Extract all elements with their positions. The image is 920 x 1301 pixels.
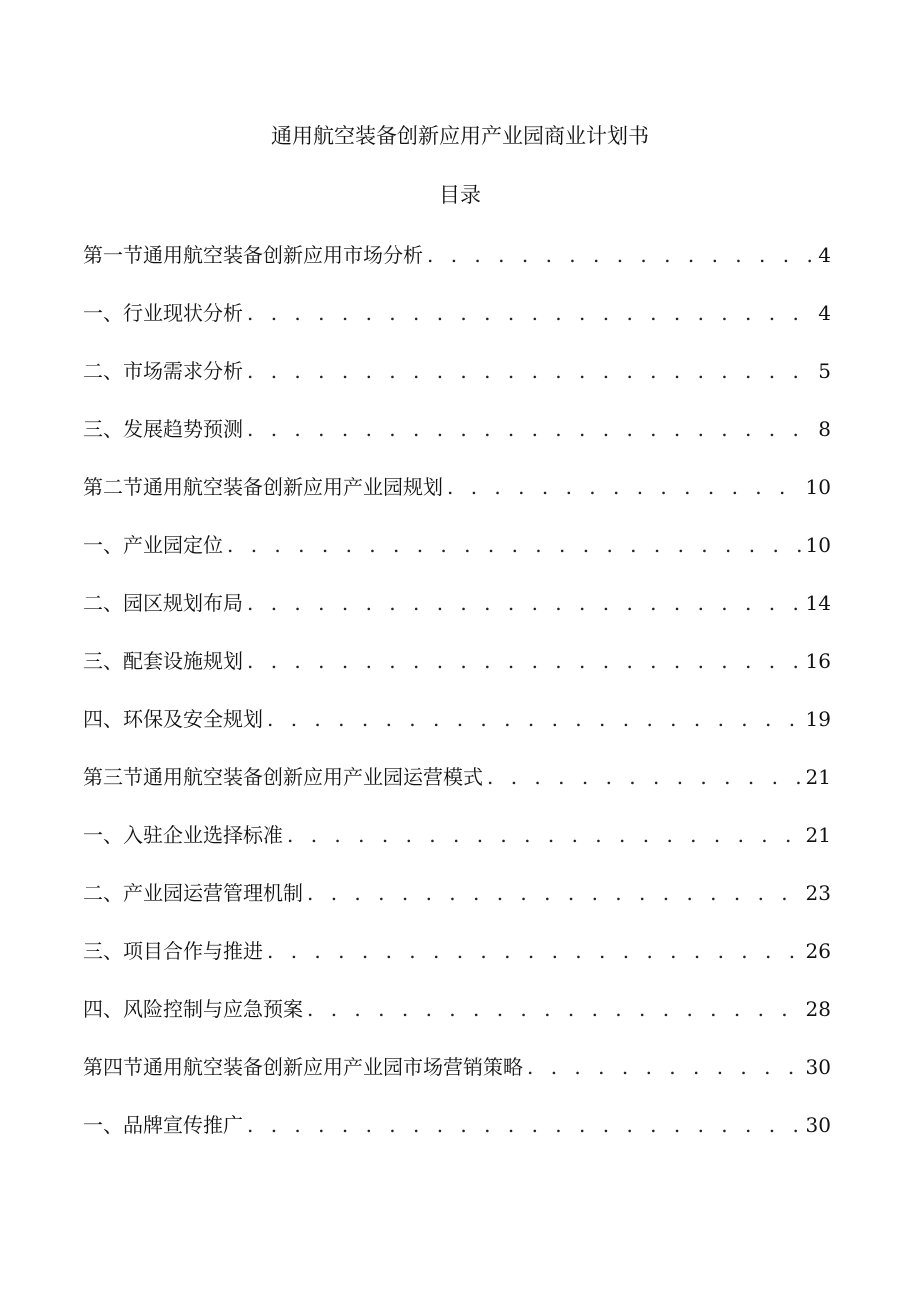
toc-entry-label: 一、产业园定位 [83, 533, 223, 557]
toc-entry-page-number: 4 [818, 301, 831, 325]
toc-entry[interactable] [83, 240, 831, 298]
toc-dot-leader [247, 1110, 802, 1140]
toc-entry-page-number: 30 [805, 1113, 831, 1137]
toc-entry-page-number: 30 [805, 1055, 831, 1079]
toc-entry-page-number: 16 [805, 649, 831, 673]
toc-entry[interactable] [83, 1052, 831, 1110]
toc-entry[interactable] [83, 820, 831, 878]
toc-dot-leader [247, 414, 814, 444]
toc-entry-label: 三、项目合作与推进 [83, 939, 263, 963]
toc-dot-leader [487, 762, 802, 792]
table-of-contents [83, 240, 831, 1168]
toc-dot-leader [447, 472, 802, 502]
toc-entry[interactable] [83, 762, 831, 820]
toc-entry-label: 四、环保及安全规划 [83, 707, 263, 731]
toc-dot-leader [247, 298, 814, 328]
toc-dot-leader [307, 878, 802, 908]
toc-entry-label: 一、行业现状分析 [83, 301, 243, 325]
toc-entry[interactable] [83, 298, 831, 356]
toc-dot-leader [227, 530, 802, 560]
toc-entry-label: 第四节通用航空装备创新应用产业园市场营销策略 [83, 1055, 523, 1079]
toc-entry[interactable] [83, 472, 831, 530]
toc-dot-leader [287, 820, 802, 850]
toc-entry-label: 第二节通用航空装备创新应用产业园规划 [83, 475, 443, 499]
toc-entry-label: 二、园区规划布局 [83, 591, 243, 615]
toc-entry[interactable] [83, 588, 831, 646]
toc-entry-page-number: 10 [805, 475, 831, 499]
toc-entry-page-number: 8 [818, 417, 831, 441]
toc-entry[interactable] [83, 530, 831, 588]
toc-entry[interactable] [83, 936, 831, 994]
toc-heading: 目录 [439, 183, 481, 207]
toc-dot-leader [527, 1052, 802, 1082]
toc-entry-page-number: 14 [805, 591, 831, 615]
toc-entry-label: 一、入驻企业选择标准 [83, 823, 283, 847]
toc-entry-page-number: 5 [818, 359, 831, 383]
toc-entry-page-number: 4 [818, 243, 831, 267]
toc-dot-leader [247, 356, 814, 386]
toc-dot-leader [427, 240, 814, 270]
toc-entry[interactable] [83, 994, 831, 1052]
toc-dot-leader [247, 588, 802, 618]
toc-entry-label: 三、配套设施规划 [83, 649, 243, 673]
toc-entry-page-number: 26 [805, 939, 831, 963]
toc-entry[interactable] [83, 1110, 831, 1168]
toc-entry-label: 第一节通用航空装备创新应用市场分析 [83, 243, 423, 267]
toc-entry[interactable] [83, 356, 831, 414]
toc-dot-leader [307, 994, 802, 1024]
toc-entry-page-number: 19 [805, 707, 831, 731]
toc-dot-leader [267, 704, 802, 734]
toc-entry-label: 第三节通用航空装备创新应用产业园运营模式 [83, 765, 483, 789]
toc-entry[interactable] [83, 414, 831, 472]
toc-entry-label: 四、风险控制与应急预案 [83, 997, 303, 1021]
toc-entry-label: 三、发展趋势预测 [83, 417, 243, 441]
toc-entry-page-number: 23 [805, 881, 831, 905]
toc-entry-label: 二、产业园运营管理机制 [83, 881, 303, 905]
toc-dot-leader [267, 936, 802, 966]
toc-entry-page-number: 21 [805, 823, 831, 847]
toc-entry[interactable] [83, 878, 831, 936]
toc-entry-label: 一、品牌宣传推广 [83, 1113, 243, 1137]
toc-entry-label: 二、市场需求分析 [83, 359, 243, 383]
toc-entry-page-number: 28 [805, 997, 831, 1021]
toc-dot-leader [247, 646, 802, 676]
toc-entry-page-number: 21 [805, 765, 831, 789]
toc-entry[interactable] [83, 646, 831, 704]
toc-entry[interactable] [83, 704, 831, 762]
toc-entry-page-number: 10 [805, 533, 831, 557]
document-title: 通用航空装备创新应用产业园商业计划书 [271, 124, 649, 148]
